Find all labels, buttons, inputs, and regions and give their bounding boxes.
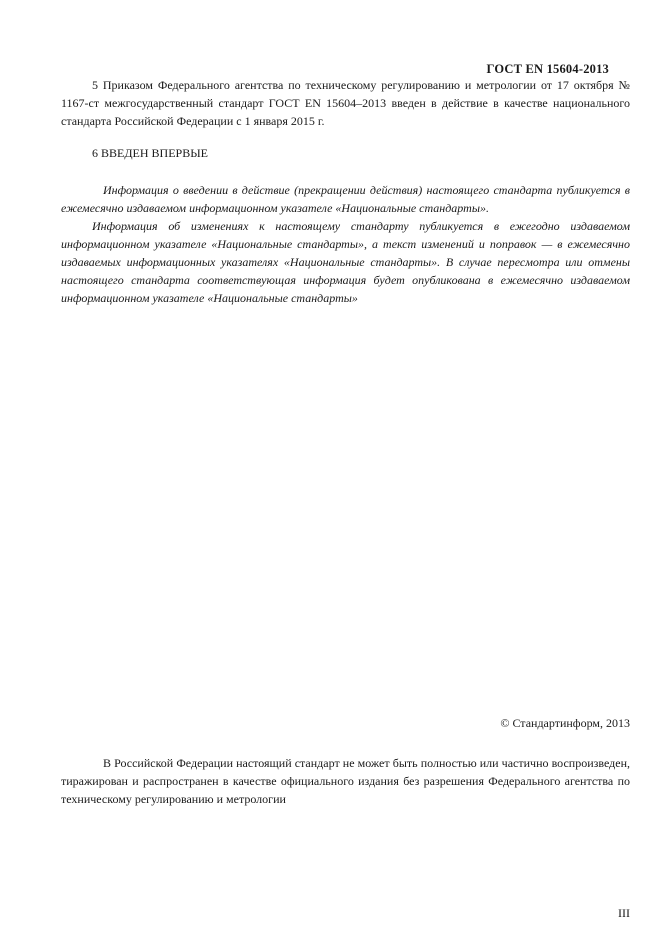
section-5 [61,76,630,130]
info-notice [61,181,630,307]
info-paragraph-1: Информация о введении в действие (прекращении действия) настоящего стандарта публикуется в ежемесячно издаваемом информационном указателе «Национальные стандарты». [61,183,630,215]
page-number: III [618,906,630,920]
section-6 [61,144,630,162]
rights-notice [61,754,630,808]
rights-text: В Российской Федерации настоящий стандарт не может быть полностью или частично воспроизведен, тиражирован и распространен в качестве официального издания без разрешения Федерального агентства по техническому регулированию и метрологии [61,756,630,806]
standard-code-header: ГОСТ EN 15604-2013 [486,62,609,76]
section-5-text: 5 Приказом Федерального агентства по техническому регулированию и метрологии от 17 октября № 1167-ст межгосударственный стандарт ГОСТ EN 15604–2013 введен в действие в качестве национального стандарта Российской Федерации с 1 января 2015 г. [61,78,630,128]
section-6-text: 6 ВВЕДЕН ВПЕРВЫЕ [92,146,208,160]
info-paragraph-2: Информация об изменениях к настоящему стандарту публикуется в ежегодно издаваемом информационном указателе «Национальные стандарты», а текст изменений и поправок — в ежемесячно издаваемых информационных указателях «Национальные стандарты». В случае пересмотра или отмены настоящего стандарта соответствующая информация будет опубликована в ежемесячно издаваемом информационном указателе «Национальные стандарты» [61,219,630,305]
copyright-notice: © Стандартинформ, 2013 [500,716,630,730]
